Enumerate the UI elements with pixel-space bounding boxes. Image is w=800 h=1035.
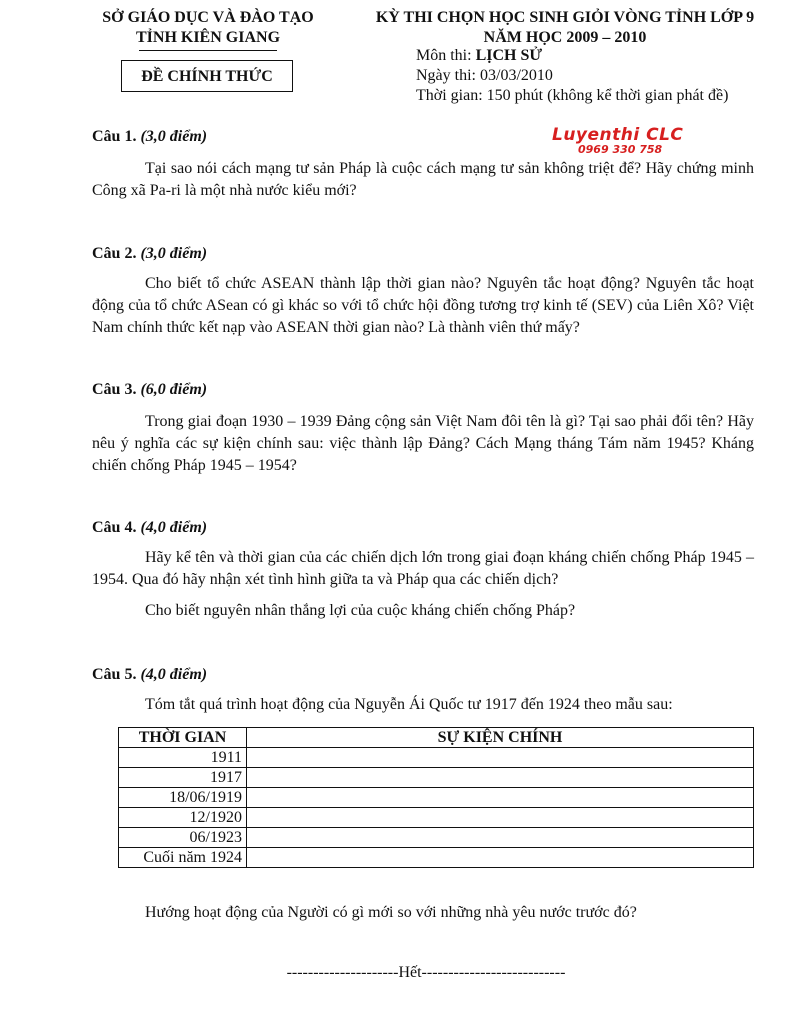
question-label: Câu 2. xyxy=(92,245,137,262)
timeline-table xyxy=(118,727,754,868)
question-5-text-2: Hướng hoạt động của Người có gì mới so với những nhà yêu nước trước đó? xyxy=(145,904,637,921)
table-cell-event xyxy=(247,808,754,828)
question-points: (4,0 điểm) xyxy=(140,666,208,683)
watermark-brand: Luyenthi CLC xyxy=(552,125,684,145)
table-row xyxy=(119,828,754,848)
question-points: (3,0 điểm) xyxy=(140,128,208,145)
question-4-title xyxy=(92,518,207,538)
question-label: Câu 1. xyxy=(92,128,137,145)
table-cell-time: 1911 xyxy=(119,748,247,768)
table-cell-time: 18/06/1919 xyxy=(119,788,247,808)
department-header xyxy=(92,8,324,51)
official-exam-box: ĐỀ CHÍNH THỨC xyxy=(121,60,293,92)
table-cell-time: 12/1920 xyxy=(119,808,247,828)
question-label: Câu 4. xyxy=(92,519,137,536)
watermark-phone: 0969 330 758 xyxy=(578,143,663,156)
question-points: (4,0 điểm) xyxy=(140,519,208,536)
question-2-title xyxy=(92,244,207,264)
exam-duration: Thời gian: 150 phút (không kể thời gian phát đề) xyxy=(416,87,729,104)
question-points: (3,0 điểm) xyxy=(140,245,208,262)
question-4-text-2: Cho biết nguyên nhân thắng lợi của cuộc kháng chiến chống Pháp? xyxy=(145,602,576,619)
table-cell-event xyxy=(247,788,754,808)
table-cell-event xyxy=(247,748,754,768)
table-row xyxy=(119,788,754,808)
exam-name: KỲ THI CHỌN HỌC SINH GIỎI VÒNG TỈNH LỚP 9 xyxy=(375,9,755,26)
table-cell-time: Cuối năm 1924 xyxy=(119,848,247,868)
exam-title xyxy=(352,8,778,48)
question-3-title xyxy=(92,380,207,400)
table-header-event: SỰ KIỆN CHÍNH xyxy=(247,728,754,748)
table-header-time: THỜI GIAN xyxy=(119,728,247,748)
table-cell-event xyxy=(247,768,754,788)
subject-name: LỊCH SỬ xyxy=(475,47,543,64)
question-4-text: Hãy kể tên và thời gian của các chiến dịch lớn trong giai đoạn kháng chiến chống Pháp 1945 – 1954. Qua đó hãy nhận xét tình hình giữa ta và Pháp qua các chiến dịch? xyxy=(92,549,754,588)
subject-label: Môn thi: xyxy=(416,47,476,64)
province-name: TỈNH KIÊN GIANG xyxy=(135,29,281,46)
question-label: Câu 5. xyxy=(92,666,137,683)
table-row xyxy=(119,848,754,868)
question-1-text: Tại sao nói cách mạng tư sản Pháp là cuộc cách mạng tư sản không triệt để? Hãy chứng minh Công xã Pa-ri là một nhà nước kiểu mới? xyxy=(92,160,754,199)
header-underline xyxy=(139,50,277,51)
table-cell-time: 06/1923 xyxy=(119,828,247,848)
table-row xyxy=(119,768,754,788)
question-1-title xyxy=(92,127,207,147)
watermark-logo xyxy=(552,126,702,156)
end-of-exam-marker: ---------------------Hết--------------------------- xyxy=(286,964,566,981)
table-header-row xyxy=(119,728,754,748)
question-2-text: Cho biết tổ chức ASEAN thành lập thời gian nào? Nguyên tắc hoạt động? Nguyên tắc hoạt động của tổ chức ASean có gì khác so với tổ chức hội đồng tương trợ kinh tế (SEV) của Liên Xô? Việt Nam chính thức kết nạp vào ASEAN thời gian nào? Là thành viên thứ mấy? xyxy=(92,275,754,336)
department-name: SỞ GIÁO DỤC VÀ ĐÀO TẠO xyxy=(102,9,314,26)
table-cell-event xyxy=(247,828,754,848)
question-label: Câu 3. xyxy=(92,381,137,398)
question-3-text: Trong giai đoạn 1930 – 1939 Đảng cộng sản Việt Nam đôi tên là gì? Tại sao phải đổi tên? Hãy nêu ý nghĩa các sự kiện chính sau: việc thành lập Đảng? Cách Mạng tháng Tám năm 1945? Kháng chiến chống Pháp 1945 – 1954? xyxy=(92,413,754,474)
question-5-text: Tóm tắt quá trình hoạt động của Nguyễn Ái Quốc tư 1917 đến 1924 theo mẫu sau: xyxy=(145,696,673,713)
question-5-title xyxy=(92,665,207,685)
table-row xyxy=(119,808,754,828)
school-year: NĂM HỌC 2009 – 2010 xyxy=(483,29,647,46)
exam-date: Ngày thi: 03/03/2010 xyxy=(416,67,553,84)
table-row xyxy=(119,748,754,768)
question-points: (6,0 điểm) xyxy=(140,381,208,398)
table-cell-event xyxy=(247,848,754,868)
subject-row xyxy=(416,46,786,66)
exam-info xyxy=(416,46,786,106)
table-cell-time: 1917 xyxy=(119,768,247,788)
